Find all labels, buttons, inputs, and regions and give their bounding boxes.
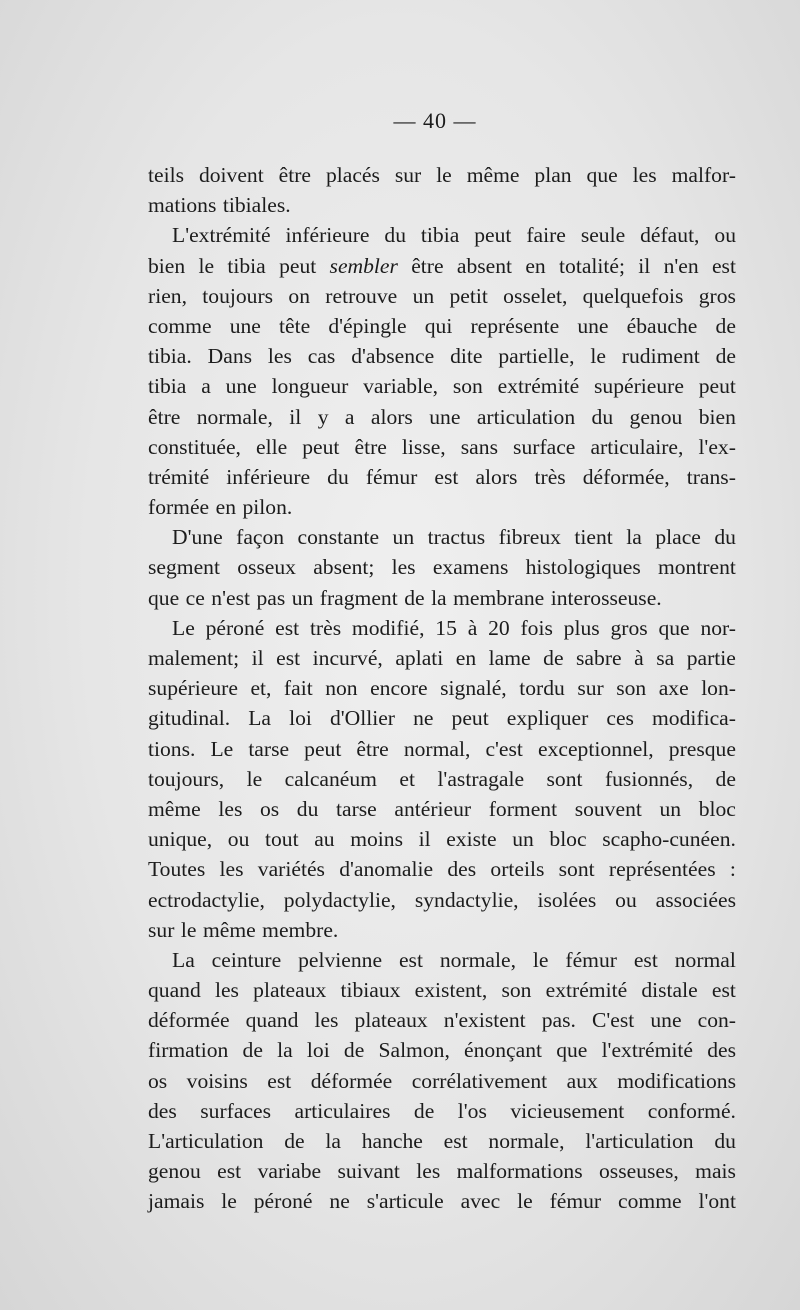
text-line: déformée quand les plateaux n'existent pas. C'est une con- (148, 1008, 736, 1033)
text-line: jamais le péroné ne s'articule avec le fémur comme l'ont (148, 1189, 736, 1214)
text-line: que ce n'est pas un fragment de la membrane interosseuse. (148, 585, 662, 610)
body-text (148, 160, 736, 1217)
text-line: D'une façon constante un tractus fibreux tient la place du (172, 525, 736, 550)
text-line: teils doivent être placés sur le même plan que les malfor- (148, 163, 736, 187)
text-line: même les os du tarse antérieur forment souvent un bloc (148, 796, 736, 821)
text-line: mations tibiales. (148, 193, 291, 218)
text-line: Toutes les variétés d'anomalie des orteils sont représentées : (148, 857, 736, 882)
text-line: L'extrémité inférieure du tibia peut faire seule défaut, ou (172, 223, 736, 248)
text-line: os voisins est déformée corrélativement aux modifications (148, 1068, 736, 1093)
text-line: Le péroné est très modifié, 15 à 20 fois plus gros que nor- (172, 615, 736, 640)
paragraph (148, 613, 736, 945)
text-line: unique, ou tout au moins il existe un bloc scapho-cunéen. (148, 827, 736, 852)
text-line: constituée, elle peut être lisse, sans surface articulaire, l'ex- (148, 434, 736, 459)
text-line: rien, toujours on retrouve un petit osselet, quelquefois gros (148, 283, 736, 308)
text-line: trémité inférieure du fémur est alors très déformée, trans- (148, 464, 736, 489)
text-line: firmation de la loi de Salmon, énonçant que l'extrémité des (148, 1038, 736, 1063)
text-line: comme une tête d'épingle qui représente une ébauche de (148, 313, 736, 338)
paragraph (148, 160, 736, 220)
text-line: quand les plateaux tibiaux existent, son extrémité distale est (148, 978, 736, 1003)
text-line: malement; il est incurvé, aplati en lame de sabre à sa partie (148, 646, 736, 670)
text-line: toujours, le calcanéum et l'astragale sont fusionnés, de (148, 766, 736, 791)
paragraph (148, 220, 736, 522)
text-line: formée en pilon. (148, 495, 293, 520)
text-line: genou est variabe suivant les malformations osseuses, mais (148, 1159, 736, 1184)
text-line: tions. Le tarse peut être normal, c'est exceptionnel, presque (148, 736, 736, 761)
text-line: être normale, il y a alors une articulation du genou bien (148, 404, 736, 429)
text-line: gitudinal. La loi d'Ollier ne peut expliquer ces modifica- (148, 706, 736, 731)
page-number: — 40 — (393, 108, 477, 133)
text-line: tibia. Dans les cas d'absence dite partielle, le rudiment de (148, 344, 736, 369)
text-line: bien le tibia peut sembler être absent en totalité; il n'en est (148, 253, 736, 278)
text-line: sur le même membre. (148, 917, 339, 942)
text-line: La ceinture pelvienne est normale, le fémur est normal (172, 947, 736, 972)
text-line: tibia a une longueur variable, son extrémité supérieure peut (148, 374, 736, 399)
text-line: L'articulation de la hanche est normale, l'articulation du (148, 1129, 736, 1153)
text-line: segment osseux absent; les examens histologiques montrent (148, 555, 736, 580)
text-line: supérieure et, fait non encore signalé, tordu sur son axe lon- (148, 676, 736, 701)
paragraph (148, 522, 736, 613)
text-line: ectrodactylie, polydactylie, syndactylie, isolées ou associées (148, 887, 736, 912)
paragraph (148, 945, 736, 1217)
text-line: des surfaces articulaires de l'os vicieusement conformé. (148, 1098, 736, 1123)
